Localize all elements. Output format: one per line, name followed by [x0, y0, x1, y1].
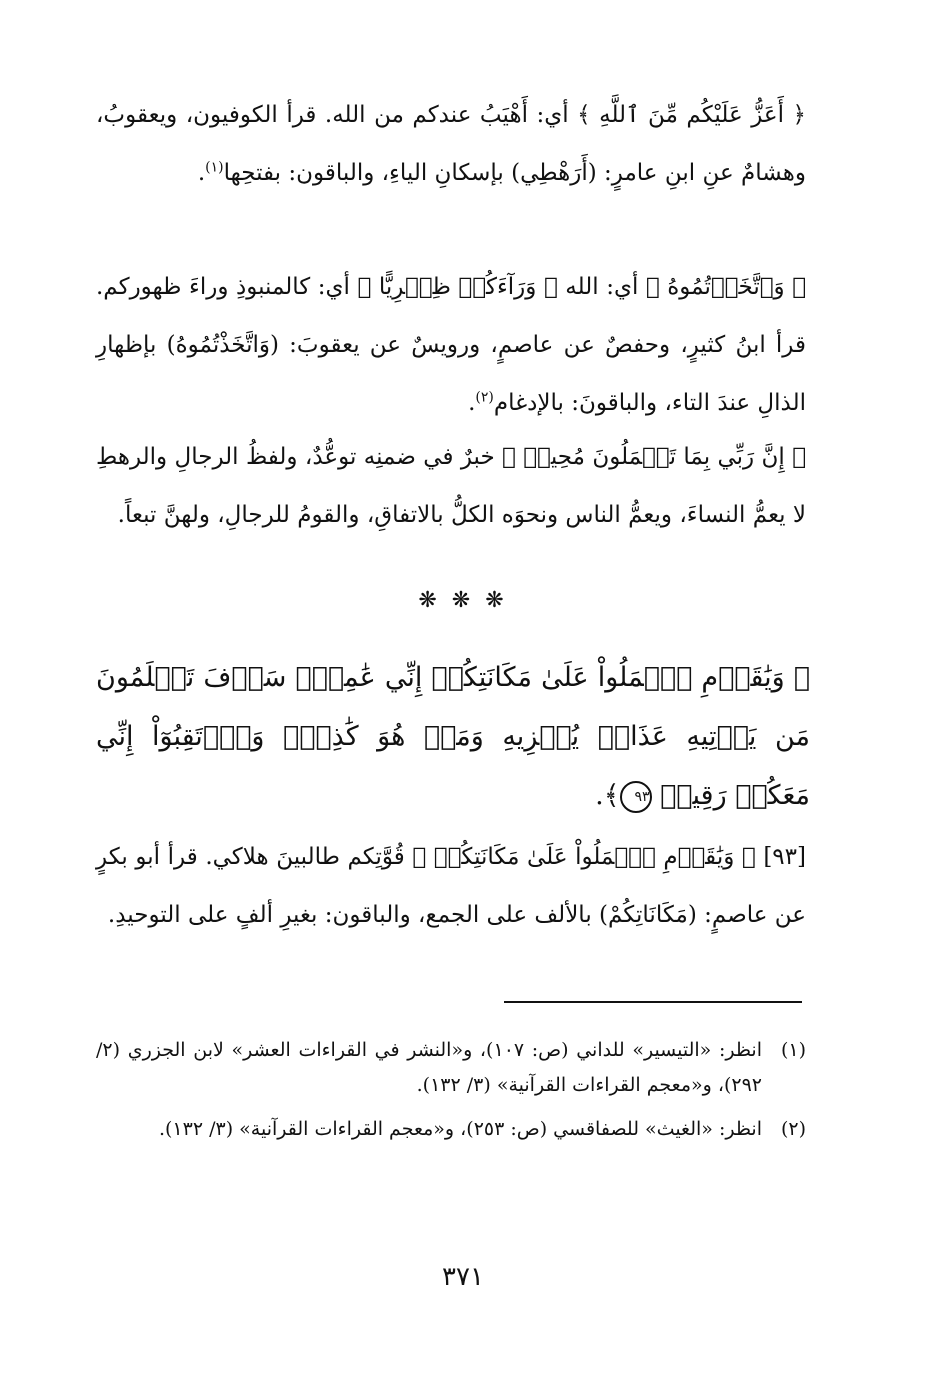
footnotes: [96, 1033, 806, 1156]
section-separator: ❋ ❋ ❋: [418, 588, 508, 613]
footnote-ref-2: (٢): [475, 389, 494, 406]
footnote-number: (١): [780, 1039, 806, 1061]
quran-verse: [96, 648, 810, 825]
footnote-text: انظر: «الغيث» للصفاقسي (ص: ٢٥٣)، و«معجم القراءات القرآنية» (٣/ ١٣٢).: [158, 1118, 762, 1140]
paragraph-4-text: [٩٣] ﴿ وَيَٰقَوۡمِ ٱعۡمَلُواْ عَلَىٰ مَكَانَتِكُمۡ ﴾ قُوَّتِكم طالبينَ هلاكي. قرأ أبو بكرٍ عن عاصمٍ: (مَكَانَاتِكُمْ) بالألف على الجمع، والباقون: بغيرِ ألفٍ على التوحيدِ.: [96, 844, 806, 928]
verse-text: ﴿ وَيَٰقَوۡمِ ٱعۡمَلُواْ عَلَىٰ مَكَانَتِكُمۡ إِنِّي عَٰمِلٞۖ سَوۡفَ تَعۡلَمُونَ مَن يَأۡتِيهِ عَذَابٞ يُخۡزِيهِ وَمَنۡ هُوَ كَٰذِبٞۖ وَٱرۡتَقِبُوٓاْ إِنِّي مَعَكُمۡ رَقِيبٞ: [96, 662, 810, 811]
paragraph-1-text: ﴿ أَعَزُّ عَلَيْكُم مِّنَ ٱللَّهِ ﴾ أي: أَهْيَبُ عندكم من الله. قرأ الكوفيون، ويعقوبُ، وهشامٌ عنِ ابنِ عامرٍ: (أَرَهْطِي) بإسكانِ الياءِ، والباقون: بفتحِها: [96, 102, 806, 186]
paragraph-2: ﴿ وَٱتَّخَذۡتُمُوهُ ﴾ أي: الله ﴿ وَرَآءَكُمۡ ظِهۡرِيًّا ﴾ أي: كالمنبوذِ وراءَ ظهوركم. قرأ ابنُ كثيرٍ، وحفصٌ عن عاصمٍ، ورويسٌ عن يعقوبَ: (وَاتَّخَذْتُمُوهُ) بإظهارِ الذالِ عندَ التاء، والباقونَ: بالإدغام$^{(٢)}$.: [96, 274, 806, 416]
footnote-1: [96, 1033, 806, 1103]
paragraph-2-text: ﴿ وَٱتَّخَذۡتُمُوهُ ﴾ أي: الله ﴿ وَرَآءَكُمۡ ظِهۡرِيًّا ﴾ أي: كالمنبوذِ وراءَ ظهوركم. قرأ ابنُ كثيرٍ، وحفصٌ عن عاصمٍ، ورويسٌ عن يعقوبَ: (وَاتَّخَذْتُمُوهُ) بإظهارِ الذالِ عندَ التاء، والباقونَ: بالإدغام: [96, 274, 806, 416]
footnote-divider: [504, 1001, 802, 1003]
paragraph-4: [96, 828, 806, 944]
verse-closing: ﴾.: [595, 780, 620, 811]
footnote-text: انظر: «التيسير» للداني (ص: ١٠٧)، و«النشر في القراءات العشر» لابن الجزري (٢/ ٢٩٢)، و«معجم القراءات القرآنية» (٣/ ١٣٢).: [96, 1039, 762, 1096]
paragraph-3-text: ﴿ إِنَّ رَبِّي بِمَا تَعۡمَلُونَ مُحِيطٞ ﴾ خبرٌ في ضمنِه توعُّدٌ، ولفظُ الرجالِ والرهطِ لا يعمُّ النساءَ، ويعمُّ الناس ونحوَه الكلُّ بالاتفاقِ، والقومُ للرجالِ، ولهنَّ تبعاً.: [96, 444, 806, 528]
paragraph-3: [96, 428, 806, 544]
footnote-2: [96, 1112, 806, 1147]
paragraph-1: ﴿ أَعَزُّ عَلَيْكُم مِّنَ ٱللَّهِ ﴾ أي: أَهْيَبُ عندكم من الله. قرأ الكوفيون، ويعقوبُ، وهشامٌ عنِ ابنِ عامرٍ: (أَرَهْطِي) بإسكانِ الياءِ، والباقون: بفتحِها$^{(١)}$.: [96, 102, 806, 186]
footnote-number: (٢): [780, 1118, 806, 1140]
footnote-ref-1: (١): [205, 159, 224, 176]
aya-number-marker: ٩٣: [620, 781, 652, 813]
page-number: ٣٧١: [442, 1262, 484, 1292]
